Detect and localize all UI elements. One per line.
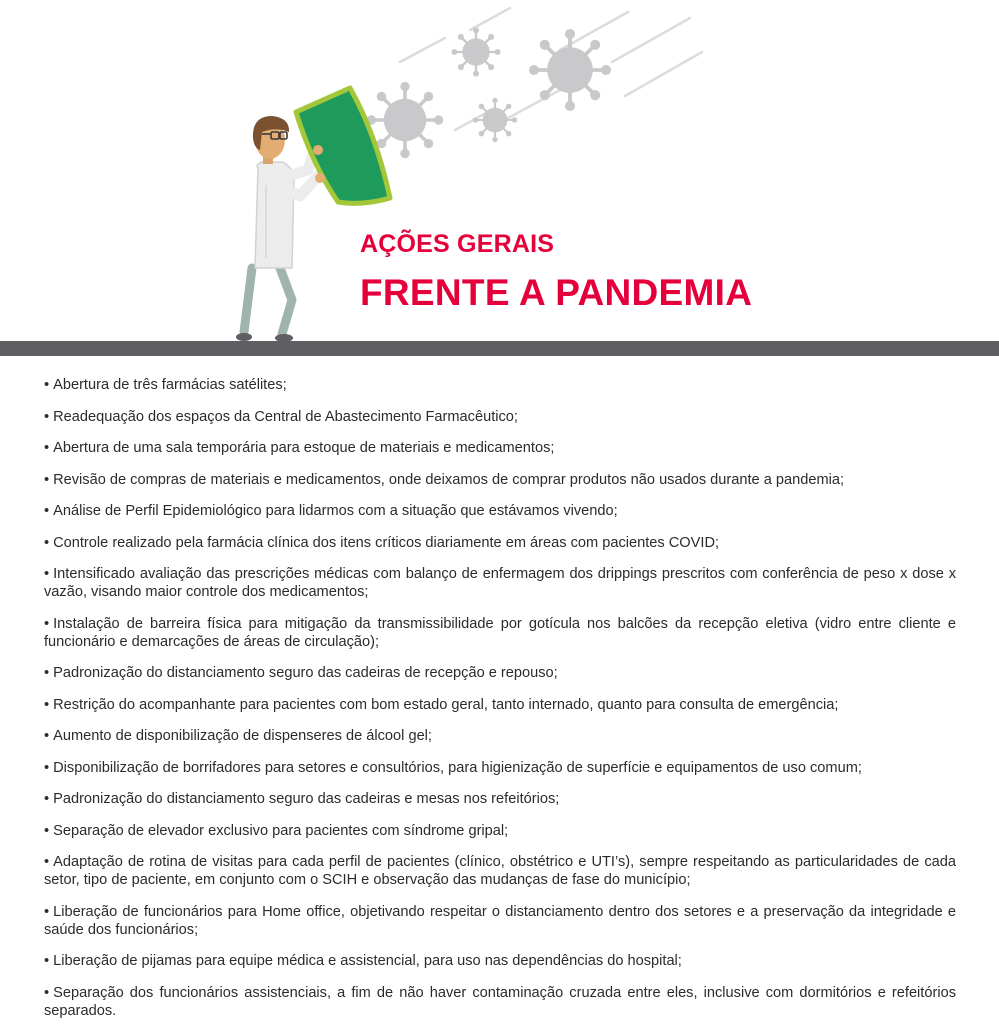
bullet-icon: • bbox=[44, 566, 50, 582]
bullet-icon: • bbox=[44, 984, 50, 1001]
list-item-text: Padronização do distanciamento seguro das cadeiras de recepção e repouso; bbox=[53, 665, 558, 681]
list-item bbox=[44, 984, 956, 1020]
list-item-text: Adaptação de rotina de visitas para cada perfil de pacientes (clínico, obstétrico e UTI’s), sempre respeitando as particularidades de cada setor, tipo de paciente, em conjunto com o SCIH e observação das mudanças de fase do município; bbox=[44, 854, 956, 888]
list-item bbox=[44, 696, 956, 714]
bullet-icon: • bbox=[44, 822, 50, 839]
list-item bbox=[44, 615, 956, 651]
bullet-icon: • bbox=[44, 408, 50, 425]
list-item-text: Restrição do acompanhante para pacientes com bom estado geral, tanto internado, quanto para consulta de emergência; bbox=[53, 696, 839, 713]
list-item bbox=[44, 759, 956, 777]
list-item bbox=[44, 903, 956, 939]
doctor-figure bbox=[236, 116, 318, 342]
list-item bbox=[44, 408, 956, 426]
list-item-text: Instalação de barreira física para mitigação da transmissibilidade por gotícula nos balcões da recepção eletiva (vidro entre cliente e funcionário e demarcações de áreas de circulação); bbox=[44, 615, 956, 650]
list-item-text: Liberação de pijamas para equipe médica e assistencial, para uso nas dependências do hospital; bbox=[53, 953, 682, 969]
list-item-text: Abertura de três farmácias satélites; bbox=[53, 377, 287, 393]
list-item-text: Readequação dos espaços da Central de Abastecimento Farmacêutico; bbox=[53, 408, 518, 425]
heading-line-2: FRENTE A PANDEMIA bbox=[360, 272, 753, 313]
bullet-icon: • bbox=[44, 440, 50, 456]
bullet-icon: • bbox=[44, 471, 50, 488]
heading-line-1: AÇÕES GERAIS bbox=[360, 230, 555, 258]
list-item-text: Revisão de compras de materiais e medicamentos, onde deixamos de comprar produtos não usados durante a pandemia; bbox=[53, 471, 845, 488]
list-item bbox=[44, 822, 956, 840]
list-item-text: Aumento de disponibilização de dispenseres de álcool gel; bbox=[53, 728, 432, 744]
list-item-text: Disponibilização de borrifadores para setores e consultórios, para higienização de superfície e equipamentos de uso comum; bbox=[53, 759, 862, 776]
list-item-text: Liberação de funcionários para Home office, objetivando respeitar o distanciamento dentro dos setores e a preservação da integridade e saúde dos funcionários; bbox=[44, 903, 956, 938]
list-item bbox=[44, 952, 956, 970]
list-item-text: Padronização do distanciamento seguro das cadeiras e mesas nos refeitórios; bbox=[53, 791, 560, 807]
list-item bbox=[44, 471, 956, 489]
bullet-icon: • bbox=[44, 759, 50, 776]
bullet-icon: • bbox=[44, 696, 50, 713]
bullet-icon: • bbox=[44, 665, 50, 681]
bullet-icon: • bbox=[44, 534, 50, 551]
list-item bbox=[44, 502, 956, 520]
list-item bbox=[44, 790, 956, 808]
bullet-icon: • bbox=[44, 377, 50, 393]
ground-bar bbox=[0, 341, 999, 356]
list-item-text: Separação de elevador exclusivo para pacientes com síndrome gripal; bbox=[53, 822, 509, 839]
list-item bbox=[44, 727, 956, 745]
list-item-text: Intensificado avaliação das prescrições médicas com balanço de enfermagem dos drippings prescritos com conferência de peso x dose x vazão, visando maior controle dos medicamentos; bbox=[44, 566, 956, 600]
actions-list bbox=[44, 376, 956, 1033]
list-item bbox=[44, 534, 956, 552]
list-item bbox=[44, 565, 956, 601]
bullet-icon: • bbox=[44, 903, 50, 920]
virus-icon bbox=[367, 27, 611, 158]
list-item bbox=[44, 376, 956, 394]
list-item bbox=[44, 853, 956, 889]
bullet-icon: • bbox=[44, 503, 50, 519]
list-item-text: Análise de Perfil Epidemiológico para lidarmos com a situação que estávamos vivendo; bbox=[53, 503, 618, 519]
hero-section bbox=[0, 0, 999, 356]
list-item bbox=[44, 664, 956, 682]
list-item-text: Separação dos funcionários assistenciais, a fim de não haver contaminação cruzada entre eles, inclusive com dormitórios e refeitórios separados. bbox=[44, 984, 956, 1019]
bullet-icon: • bbox=[44, 791, 50, 807]
bullet-icon: • bbox=[44, 615, 50, 632]
bullet-icon: • bbox=[44, 953, 50, 969]
list-item bbox=[44, 439, 956, 457]
list-item-text: Controle realizado pela farmácia clínica dos itens críticos diariamente em áreas com pacientes COVID; bbox=[53, 534, 720, 551]
bullet-icon: • bbox=[44, 854, 50, 870]
list-item-text: Abertura de uma sala temporária para estoque de materiais e medicamentos; bbox=[53, 440, 555, 456]
bullet-icon: • bbox=[44, 728, 50, 744]
